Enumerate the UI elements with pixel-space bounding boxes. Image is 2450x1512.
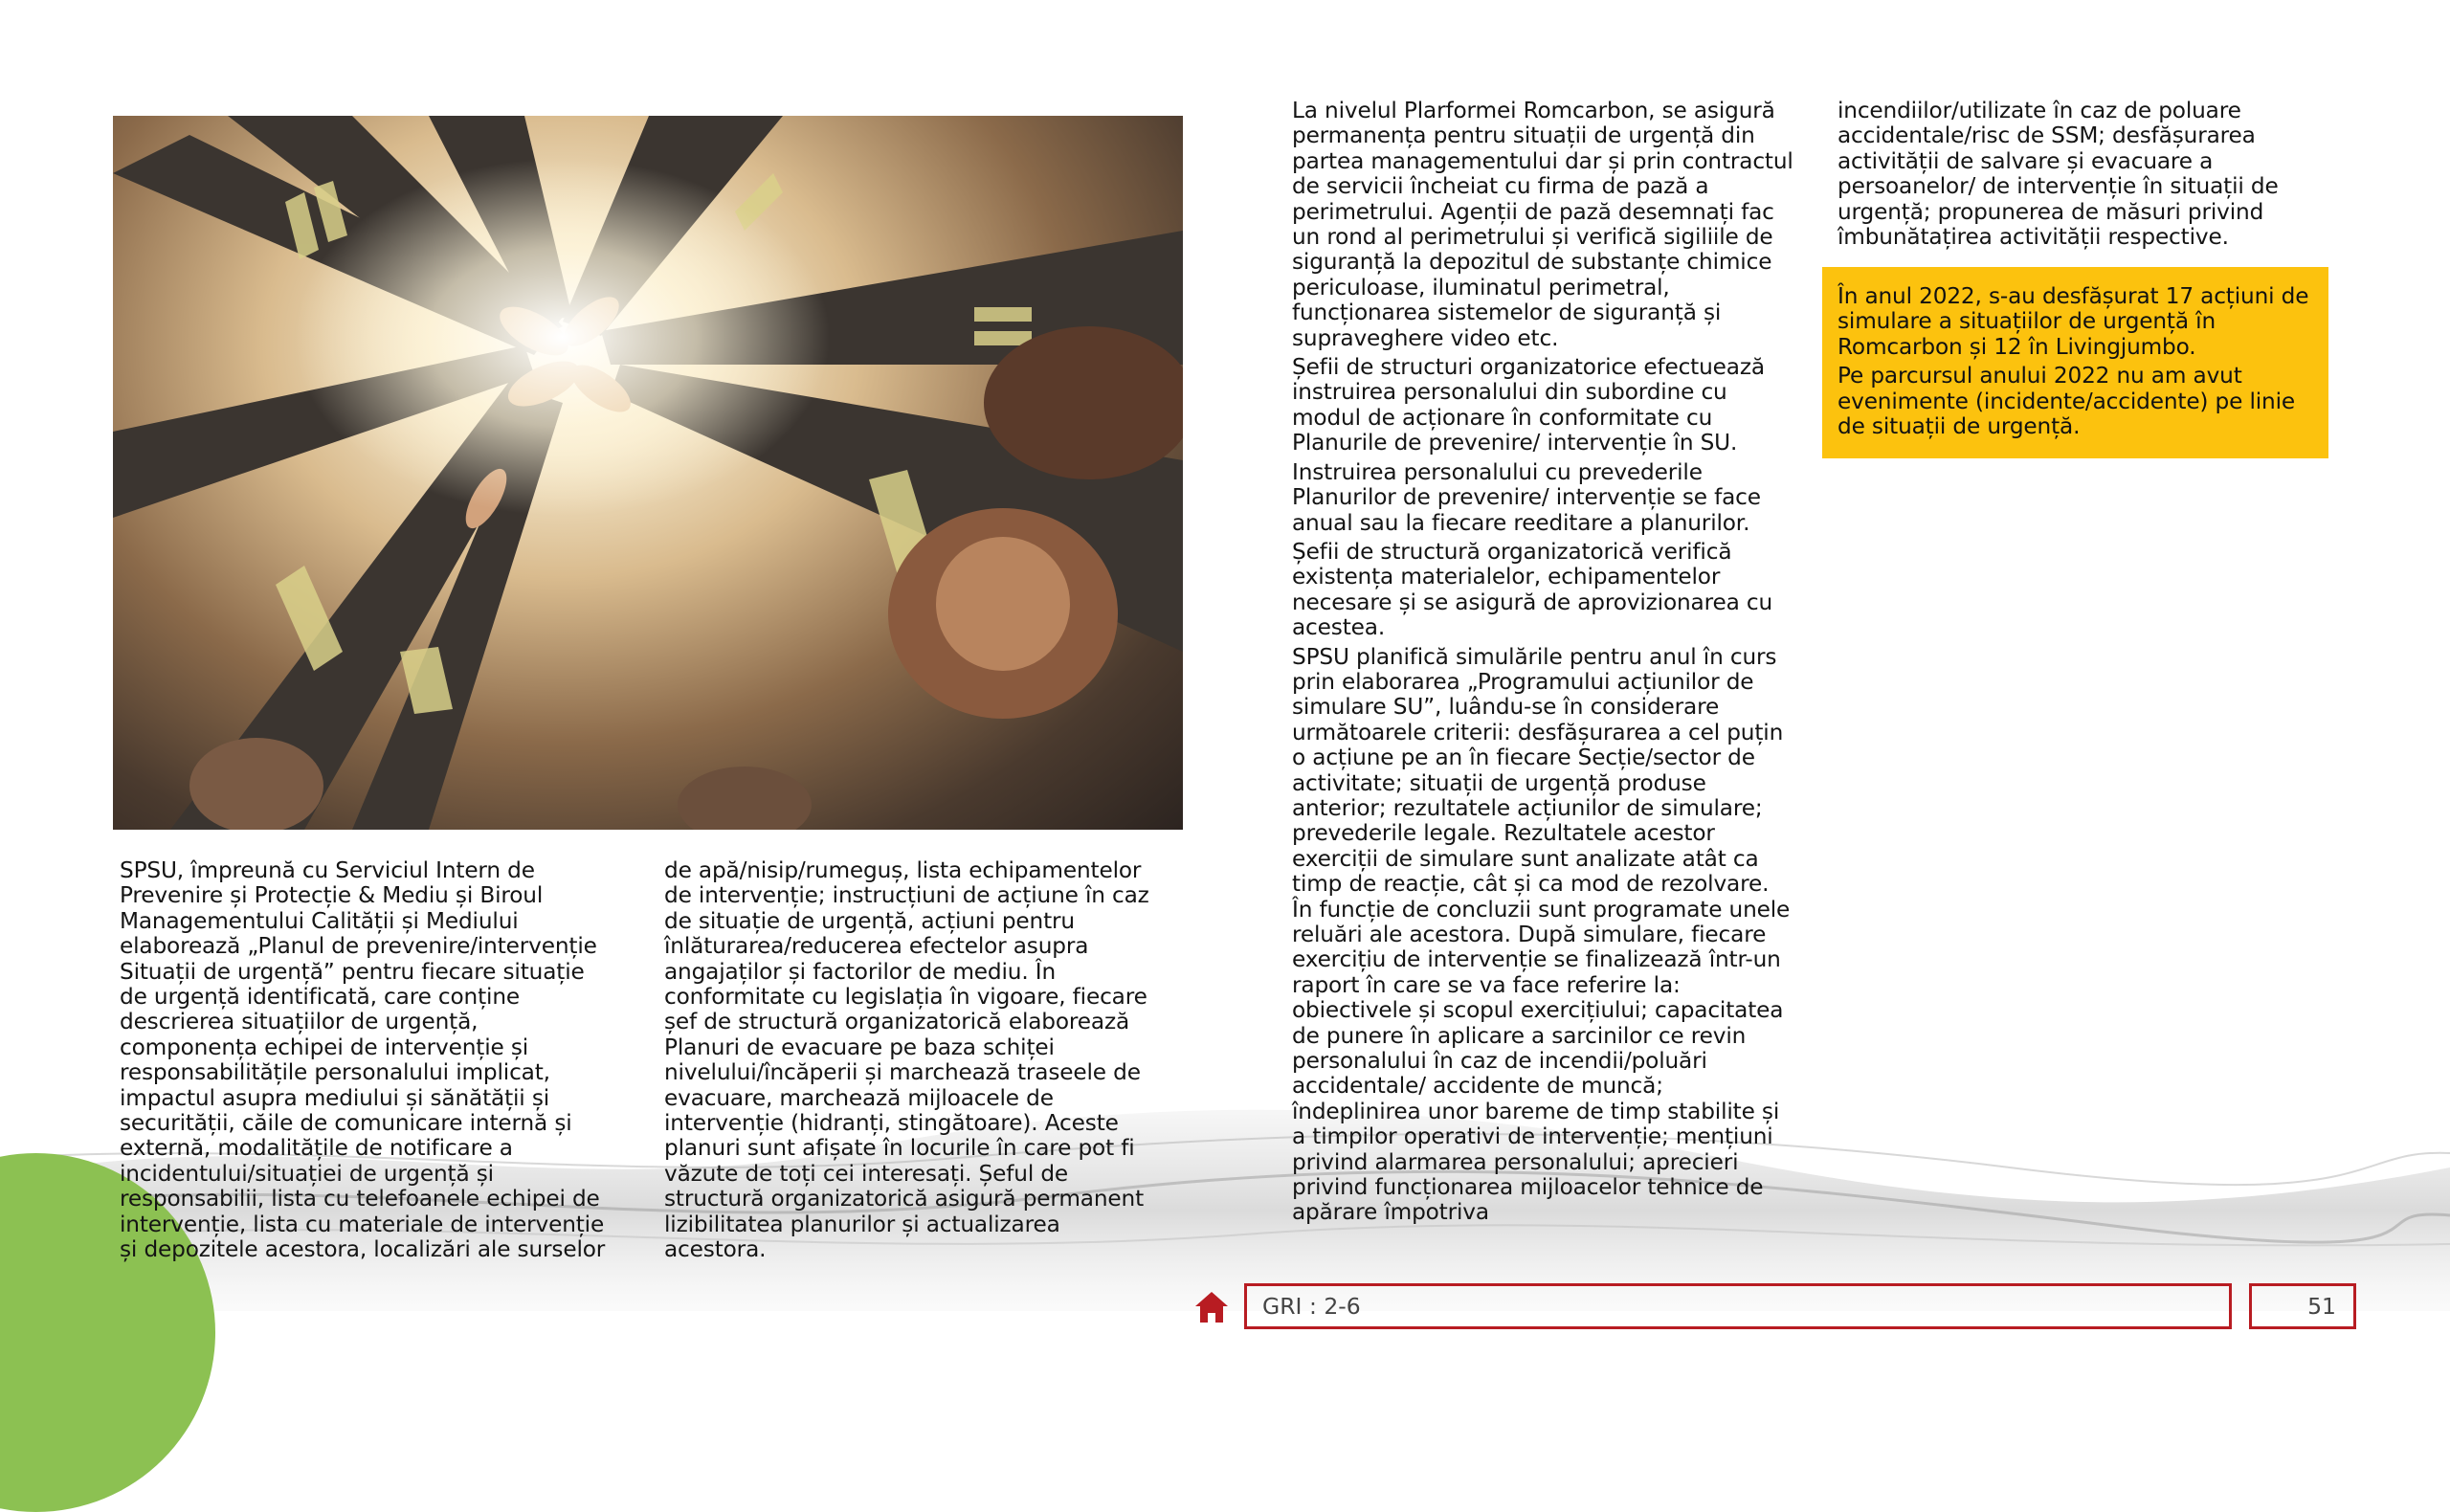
highlight-text xyxy=(1838,284,2316,443)
text-line: de urgență identificată, care conține xyxy=(120,984,520,1011)
text-line: elaborează „Planul de prevenire/intervenție xyxy=(120,933,597,960)
text-line: de servicii încheiat cu firma de pază a xyxy=(1292,173,1709,200)
text-line: Managementului Calității și Mediului xyxy=(120,907,519,934)
text-line: necesare și se asigură de aprovizionarea cu xyxy=(1292,589,1773,615)
text-line: reluări ale acestora. După simulare, fiecare xyxy=(1292,922,1767,947)
text-line: evenimente (incidente/accidente) pe linie xyxy=(1838,388,2295,414)
text-line: evacuare, marchează mijloacele de xyxy=(664,1084,1054,1111)
text-line: securității, căile de comunicare internă și xyxy=(120,1110,572,1137)
text-line: lizibilitatea planurilor și actualizarea xyxy=(664,1211,1060,1237)
text-line: periculoase, iluminatul perimetral, xyxy=(1292,274,1670,300)
body-column-1 xyxy=(120,858,636,1263)
text-line: acestora. xyxy=(664,1236,767,1263)
text-line: șef de structură organizatorică elaborează xyxy=(664,1009,1130,1035)
text-line: exerciții de simulare sunt analizate atât ca xyxy=(1292,845,1759,872)
text-line: responsabilii, lista cu telefoanele echipei de xyxy=(120,1186,600,1212)
text-line: exercițiu de intervenție se finalizează într-un xyxy=(1292,946,1781,973)
text-line: Prevenire și Protecție & Mediu și Biroul xyxy=(120,882,544,909)
gri-reference-box xyxy=(1244,1283,2232,1329)
text-line: o acțiune pe an în fiecare Secție/sector de xyxy=(1292,745,1755,771)
text-line: permanența pentru situații de urgență din xyxy=(1292,122,1755,149)
text-line: Planurilor de prevenire/ intervenție se face xyxy=(1292,484,1761,511)
text-line: În anul 2022, s-au desfășurat 17 acțiuni de xyxy=(1838,283,2309,309)
text-line: de apă/nisip/rumeguș, lista echipamentelor xyxy=(664,857,1142,883)
highlight-simulations-2022 xyxy=(1838,284,2316,360)
text-line: urgență; propunerea de măsuri privind xyxy=(1838,198,2264,225)
text-line: perimetrului. Agenții de pază desemnați fac xyxy=(1292,198,1774,225)
text-line: modul de acționare în conformitate cu xyxy=(1292,404,1713,431)
text-line: acestea. xyxy=(1292,614,1386,641)
text-line: îndeplinirea unor bareme de timp stabilite și xyxy=(1292,1098,1780,1124)
text-line: intervenție, lista cu materiale de intervenție xyxy=(120,1211,605,1237)
gri-reference: GRI : 2-6 xyxy=(1262,1293,1361,1320)
text-line: supraveghere video etc. xyxy=(1292,324,1559,351)
text-line: impactul asupra mediului și sănătății și xyxy=(120,1084,550,1111)
text-line: În funcție de concluzii sunt programate unele xyxy=(1292,896,1791,923)
text-line: incidentului/situației de urgență și xyxy=(120,1160,494,1187)
text-line: nivelului/încăperii și marchează traseele de xyxy=(664,1059,1141,1086)
text-line: personalului în caz de incendii/poluări xyxy=(1292,1048,1707,1075)
text-line: prin elaborarea „Programului acțiunilor de xyxy=(1292,668,1754,695)
text-line: SPSU, împreună cu Serviciul Intern de xyxy=(120,857,535,883)
text-line: privind alarmarea personalului; aprecieri xyxy=(1292,1148,1739,1175)
paragraph-security-permanence xyxy=(1292,99,1809,351)
text-line: Șefii de structuri organizatorice efectuează xyxy=(1292,354,1765,381)
text-line: instruirea personalului din subordine cu xyxy=(1292,379,1727,406)
paragraph-structure-training xyxy=(1292,355,1809,456)
text-line: de punere în aplicare a sarcinilor ce revin xyxy=(1292,1022,1747,1049)
text-line: conformitate cu legislația în vigoare, fiecare xyxy=(664,984,1147,1011)
text-line: obiectivele și scopul exercițiului; capacitatea xyxy=(1292,997,1784,1024)
text-line: persoanelor/ de intervenție în situații de xyxy=(1838,173,2279,200)
text-line: un rond al perimetrului și verifică sigiliile de xyxy=(1292,224,1773,251)
text-line: anterior; rezultatele acțiunilor de simulare; xyxy=(1292,794,1763,821)
text-line: SPSU planifică simulările pentru anul în curs xyxy=(1292,643,1777,670)
text-line: raport în care se va face referire la: xyxy=(1292,971,1681,998)
page-number-box xyxy=(2249,1283,2356,1329)
text-line: a timpilor operativi de intervenție; mențiuni xyxy=(1292,1123,1773,1150)
text-line: incendiilor/utilizate în caz de poluare xyxy=(1838,98,2241,123)
text-line: planuri sunt afișate în locurile în care pot fi xyxy=(664,1135,1135,1162)
text-line: prevederile legale. Rezultatele acestor xyxy=(1292,820,1715,847)
text-line: timp de reacție, cât și ca mod de rezolvare. xyxy=(1292,871,1770,898)
text-line: înlăturarea/reducerea efectelor asupra xyxy=(664,933,1089,960)
text-line: activității de salvare și evacuare a xyxy=(1838,147,2214,174)
text-line: următoarele criterii: desfășurarea a cel puțin xyxy=(1292,719,1784,745)
home-icon[interactable] xyxy=(1193,1290,1230,1324)
text-line: structură organizatorică asigură permanent xyxy=(664,1186,1145,1212)
text-line: Romcarbon și 12 în Livingjumbo. xyxy=(1838,333,2196,360)
text-line: Șefii de structură organizatorică verifică xyxy=(1292,538,1732,565)
highlight-box xyxy=(1822,267,2328,458)
page-number: 51 xyxy=(2307,1293,2336,1320)
text-line: existența materialelor, echipamentelor xyxy=(1292,564,1721,590)
body-column-4 xyxy=(1838,99,2335,250)
text-line: privind funcționarea mijloacelor tehnice de xyxy=(1292,1174,1764,1201)
text-line: Instruirea personalului cu prevederile xyxy=(1292,458,1703,485)
text-line: angajaților și factorilor de mediu. În xyxy=(664,958,1056,985)
text-line: Planuri de evacuare pe baza schiței xyxy=(664,1034,1055,1060)
body-column-3 xyxy=(1292,99,1809,1230)
paragraph-simulation-planning xyxy=(1292,645,1809,1226)
text-line: externă, modalitățile de notificare a xyxy=(120,1135,513,1162)
text-line: simulare SU”, luându-se în considerare xyxy=(1292,694,1720,721)
text-line: La nivelul Plarformei Romcarbon, se asigură xyxy=(1292,98,1775,123)
text-line: îmbunătațirea activității respective. xyxy=(1838,224,2229,251)
paragraph-materials-check xyxy=(1292,540,1809,641)
paragraph-personnel-training xyxy=(1292,460,1809,536)
text-line: văzute de toți cei interesați. Șeful de xyxy=(664,1160,1069,1187)
text-line: funcționarea sistemelor de siguranță și xyxy=(1292,300,1722,326)
text-line: de situații de urgență. xyxy=(1838,413,2081,440)
text-line: Pe parcursul anului 2022 nu am avut xyxy=(1838,363,2242,389)
text-line: componența echipei de intervenție și xyxy=(120,1034,529,1060)
text-line: de intervenție; instrucțiuni de acțiune în caz xyxy=(664,882,1149,909)
text-line: de situație de urgență, acțiuni pentru xyxy=(664,907,1075,934)
text-line: siguranță la depozitul de substanțe chimice xyxy=(1292,249,1772,276)
text-line: accidentale/ accidente de muncă; xyxy=(1292,1073,1663,1100)
text-line: accidentale/risc de SSM; desfășurarea xyxy=(1838,122,2256,149)
text-line: Planurile de prevenire/ intervenție în SU. xyxy=(1292,430,1738,456)
text-line: activitate; situații de urgență produse xyxy=(1292,769,1706,796)
text-line: intervenție (hidranți, stingătoare). Aceste xyxy=(664,1110,1119,1137)
text-line: responsabilitățile personalului implicat, xyxy=(120,1059,550,1086)
text-line: descrierea situațiilor de urgență, xyxy=(120,1009,479,1035)
text-line: și depozitele acestora, localizări ale surselor xyxy=(120,1236,606,1263)
firefighters-team-photo xyxy=(113,116,1183,830)
text-line: partea managementului dar și prin contractul xyxy=(1292,147,1793,174)
text-line: anual sau la fiecare reeditare a planurilor. xyxy=(1292,509,1750,536)
highlight-no-incidents-2022 xyxy=(1838,364,2316,439)
text-line: simulare a situațiilor de urgență în xyxy=(1838,308,2216,335)
text-line: Situații de urgență” pentru fiecare situație xyxy=(120,958,585,985)
body-column-2 xyxy=(664,858,1181,1263)
text-line: apărare împotriva xyxy=(1292,1199,1489,1226)
